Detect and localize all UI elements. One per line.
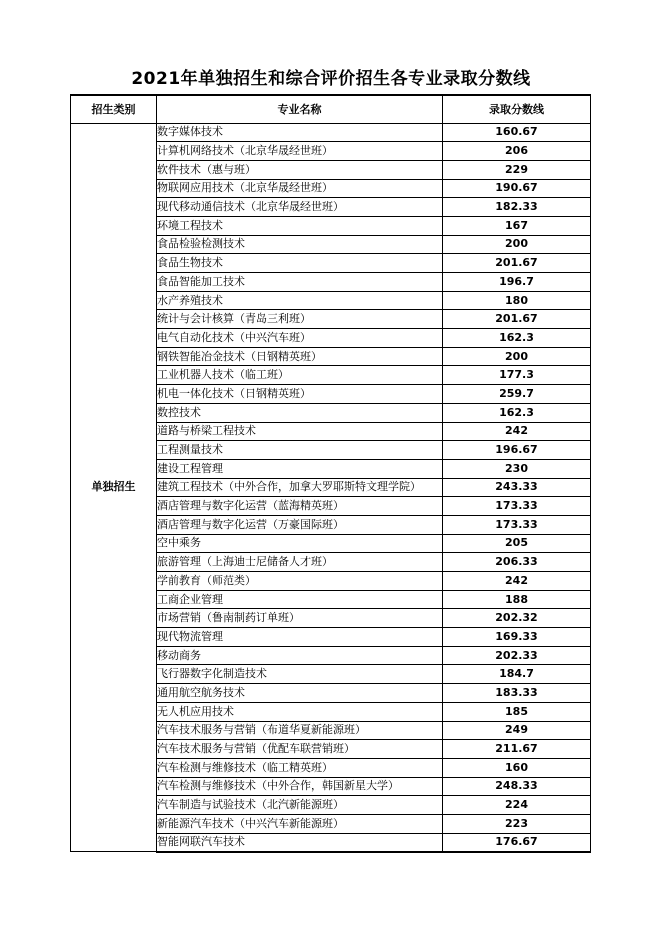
score-cell: 224 (443, 796, 591, 815)
score-cell: 190.67 (443, 179, 591, 198)
score-cell: 200 (443, 347, 591, 366)
header-category: 招生类别 (71, 95, 157, 123)
major-name-cell: 旅游管理（上海迪士尼储备人才班） (157, 553, 443, 572)
major-name-cell: 汽车检测与维修技术（临工精英班） (157, 758, 443, 777)
score-cell: 160 (443, 758, 591, 777)
score-cell: 206.33 (443, 553, 591, 572)
score-cell: 259.7 (443, 385, 591, 404)
major-name-cell: 工程测量技术 (157, 441, 443, 460)
major-name-cell: 新能源汽车技术（中兴汽车新能源班） (157, 814, 443, 833)
score-cell: 205 (443, 534, 591, 553)
major-name-cell: 食品智能加工技术 (157, 273, 443, 292)
score-cell: 202.33 (443, 646, 591, 665)
major-name-cell: 机电一体化技术（日钢精英班） (157, 385, 443, 404)
score-cell: 184.7 (443, 665, 591, 684)
major-name-cell: 道路与桥梁工程技术 (157, 422, 443, 441)
score-cell: 162.3 (443, 329, 591, 348)
score-cell: 201.67 (443, 310, 591, 329)
major-name-cell: 酒店管理与数字化运营（蓝海精英班） (157, 497, 443, 516)
major-name-cell: 工业机器人技术（临工班） (157, 366, 443, 385)
table-row (71, 123, 591, 142)
major-name-cell: 现代物流管理 (157, 628, 443, 647)
major-name-cell: 汽车技术服务与营销（优配车联营销班） (157, 740, 443, 759)
score-cell: 196.67 (443, 441, 591, 460)
major-name-cell: 现代移动通信技术（北京华晟经世班） (157, 198, 443, 217)
score-cell: 176.67 (443, 833, 591, 852)
header-major: 专业名称 (157, 95, 443, 123)
score-cell: 242 (443, 572, 591, 591)
score-cell: 248.33 (443, 777, 591, 796)
score-cell: 185 (443, 702, 591, 721)
score-cell: 182.33 (443, 198, 591, 217)
major-name-cell: 无人机应用技术 (157, 702, 443, 721)
score-cell: 202.32 (443, 609, 591, 628)
major-name-cell: 飞行器数字化制造技术 (157, 665, 443, 684)
major-name-cell: 食品生物技术 (157, 254, 443, 273)
score-cell: 183.33 (443, 684, 591, 703)
admission-score-table (70, 94, 591, 853)
major-name-cell: 物联网应用技术（北京华晟经世班） (157, 179, 443, 198)
score-cell: 188 (443, 590, 591, 609)
major-name-cell: 智能网联汽车技术 (157, 833, 443, 852)
major-name-cell: 汽车检测与维修技术（中外合作，韩国新星大学） (157, 777, 443, 796)
major-name-cell: 计算机网络技术（北京华晟经世班） (157, 142, 443, 161)
category-cell: 单独招生 (71, 123, 157, 852)
score-cell: 201.67 (443, 254, 591, 273)
major-name-cell: 软件技术（惠与班） (157, 160, 443, 179)
score-cell: 162.3 (443, 403, 591, 422)
score-cell: 243.33 (443, 478, 591, 497)
major-name-cell: 汽车技术服务与营销（布道华夏新能源班） (157, 721, 443, 740)
score-cell: 230 (443, 459, 591, 478)
score-cell: 211.67 (443, 740, 591, 759)
major-name-cell: 移动商务 (157, 646, 443, 665)
score-cell: 160.67 (443, 123, 591, 142)
page-title: 2021年单独招生和综合评价招生各专业录取分数线 (131, 69, 531, 89)
major-name-cell: 电气自动化技术（中兴汽车班） (157, 329, 443, 348)
major-name-cell: 汽车制造与试验技术（北汽新能源班） (157, 796, 443, 815)
major-name-cell: 学前教育（师范类） (157, 572, 443, 591)
score-cell: 169.33 (443, 628, 591, 647)
major-name-cell: 食品检验检测技术 (157, 235, 443, 254)
major-name-cell: 数字媒体技术 (157, 123, 443, 142)
score-cell: 173.33 (443, 515, 591, 534)
major-name-cell: 钢铁智能冶金技术（日钢精英班） (157, 347, 443, 366)
major-name-cell: 建筑工程技术（中外合作，加拿大罗耶斯特文理学院） (157, 478, 443, 497)
major-name-cell: 环境工程技术 (157, 216, 443, 235)
major-name-cell: 市场营销（鲁南制药订单班） (157, 609, 443, 628)
major-name-cell: 酒店管理与数字化运营（万豪国际班） (157, 515, 443, 534)
major-name-cell: 数控技术 (157, 403, 443, 422)
score-cell: 173.33 (443, 497, 591, 516)
table-body (71, 123, 591, 852)
score-cell: 196.7 (443, 273, 591, 292)
score-cell: 242 (443, 422, 591, 441)
score-cell: 249 (443, 721, 591, 740)
score-cell: 223 (443, 814, 591, 833)
score-cell: 167 (443, 216, 591, 235)
major-name-cell: 统计与会计核算（青岛三利班） (157, 310, 443, 329)
score-cell: 180 (443, 291, 591, 310)
header-score: 录取分数线 (443, 95, 591, 123)
major-name-cell: 工商企业管理 (157, 590, 443, 609)
major-name-cell: 水产养殖技术 (157, 291, 443, 310)
score-cell: 229 (443, 160, 591, 179)
score-cell: 206 (443, 142, 591, 161)
score-cell: 177.3 (443, 366, 591, 385)
major-name-cell: 通用航空航务技术 (157, 684, 443, 703)
table-header-row (71, 95, 591, 123)
major-name-cell: 建设工程管理 (157, 459, 443, 478)
score-cell: 200 (443, 235, 591, 254)
major-name-cell: 空中乘务 (157, 534, 443, 553)
